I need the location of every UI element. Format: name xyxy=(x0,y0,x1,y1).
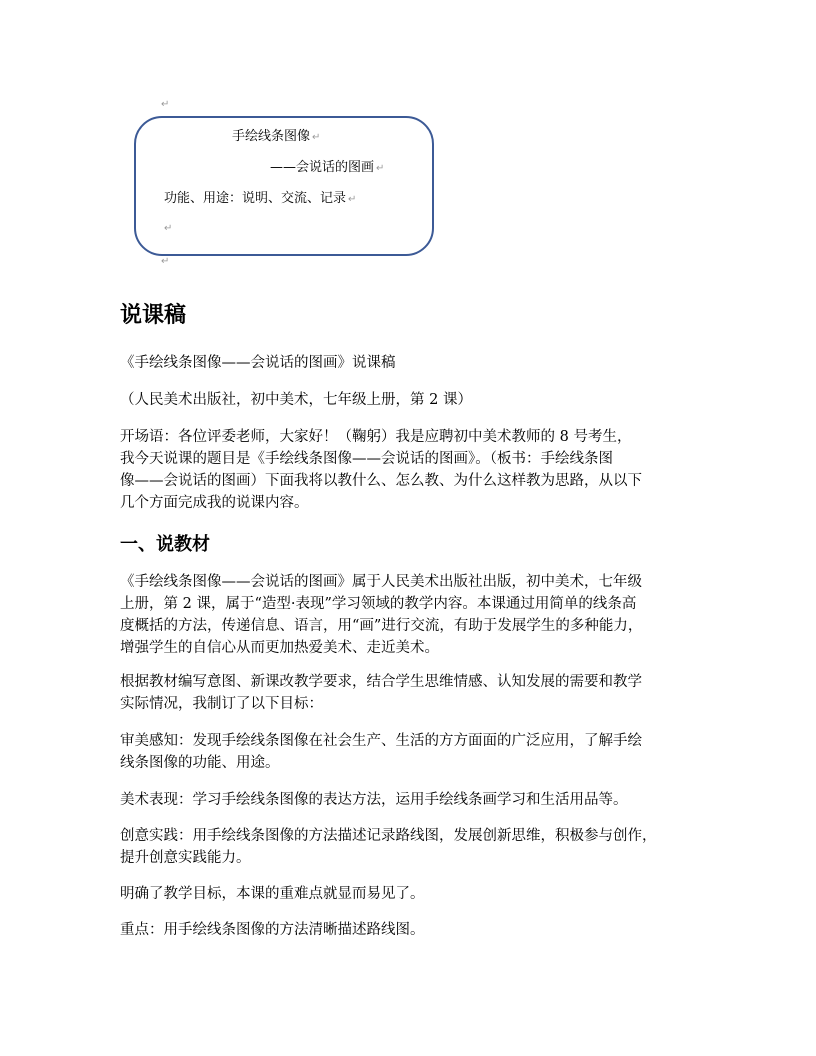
opening-paragraph xyxy=(120,426,720,514)
opening-line: 几个方面完成我的说课内容。 xyxy=(120,495,309,511)
creative-practice-line: 提升创意实践能力。 xyxy=(120,850,251,866)
opening-line: 开场语：各位评委老师，大家好！（鞠躬）我是应聘初中美术教师的 8 号考生， xyxy=(120,429,632,445)
text-box-function xyxy=(164,191,356,207)
publisher-note-text: （人民美术出版社，初中美术，七年级上册，第 2 课） xyxy=(120,392,472,408)
material-line: 上册，第 2 课，属于“造型·表现”学习领域的教学内容。本课通过用简单的线条高 xyxy=(120,596,637,612)
section-heading-material: 一、说教材 xyxy=(120,534,210,555)
text-box-title xyxy=(232,129,320,145)
key-point-text: 重点：用手绘线条图像的方法清晰描述路线图。 xyxy=(120,922,425,938)
key-difficulty-intro-paragraph xyxy=(120,883,720,905)
opening-line: 像——会说话的图画）下面我将以教什么、怎么教、为什么这样教为思路，从以下 xyxy=(120,473,642,489)
aesthetic-goal-paragraph xyxy=(120,730,720,774)
art-expression-paragraph xyxy=(120,789,720,811)
opening-line: 我今天说课的题目是《手绘线条图像——会说话的图画》。（板书：手绘线条图 xyxy=(120,451,613,467)
course-title-text: 《手绘线条图像——会说话的图画》说课稿 xyxy=(120,355,396,371)
text-box-function-text: 功能、用途：说明、交流、记录 xyxy=(164,191,347,206)
paragraph-mark: ↵ xyxy=(376,163,385,174)
key-difficulty-intro-text: 明确了教学目标，本课的重难点就显而易见了。 xyxy=(120,886,425,902)
page-title: 说课稿 xyxy=(120,303,187,328)
material-line: 《手绘线条图像——会说话的图画》属于人民美术出版社出版，初中美术，七年级 xyxy=(120,574,642,590)
paragraph-mark-top: ↵ xyxy=(161,99,170,110)
key-point-paragraph xyxy=(120,919,720,941)
text-box-title-text: 手绘线条图像 xyxy=(232,129,311,144)
material-paragraph xyxy=(120,571,720,659)
material-line: 度概括的方法，传递信息、语言，用“画”进行交流，有助于发展学生的多种能力， xyxy=(120,618,643,634)
creative-practice-line: 创意实践：用手绘线条图像的方法描述记录路线图，发展创新思维，积极参与创作， xyxy=(120,828,657,844)
aesthetic-goal-line: 线条图像的功能、用途。 xyxy=(120,755,280,771)
goals-intro-line: 根据教材编写意图、新课改教学要求，结合学生思维情感、认知发展的需要和教学 xyxy=(120,674,642,690)
art-expression-text: 美术表现：学习手绘线条图像的表达方法，运用手绘线条画学习和生活用品等。 xyxy=(120,792,628,808)
text-box-subtitle-text: ——会说话的图画 xyxy=(270,160,375,175)
aesthetic-goal-line: 审美感知：发现手绘线条图像在社会生产、生活的方方面面的广泛应用，了解手绘 xyxy=(120,733,642,749)
material-line: 增强学生的自信心从而更加热爱美术、走近美术。 xyxy=(120,640,439,656)
paragraph-mark-inner: ↵ xyxy=(164,223,173,234)
course-title xyxy=(120,352,720,374)
publisher-note xyxy=(120,389,720,411)
paragraph-mark: ↵ xyxy=(312,132,321,143)
creative-practice-paragraph xyxy=(120,825,720,869)
paragraph-mark-bottom: ↵ xyxy=(161,256,170,267)
paragraph-mark: ↵ xyxy=(348,194,357,205)
goals-intro-line: 实际情况，我制订了以下目标： xyxy=(120,696,323,712)
goals-intro-paragraph xyxy=(120,671,720,715)
text-box-subtitle xyxy=(270,160,384,176)
